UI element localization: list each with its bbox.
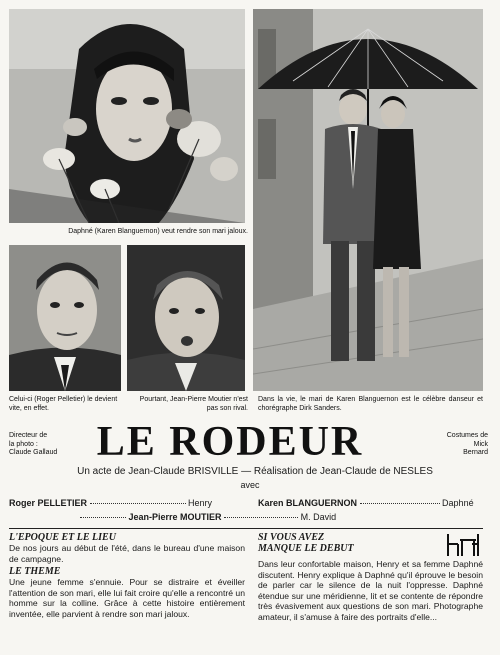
cast-role: Daphné [442,498,474,508]
cast-actor: Jean-Pierre MOUTIER [128,512,222,522]
divider [9,528,483,529]
photo-couple-umbrella [253,9,483,391]
page-title: LE RODEUR [96,419,364,465]
chair-table-icon [446,530,482,558]
photo-roger [9,245,121,391]
photo-roger-caption: Celui-ci (Roger Pelletier) le devient vite, en effet. [9,396,118,412]
credits-costumes-line-3: Bernard [463,449,488,456]
dotted-leader [90,503,186,504]
credits-photo-line-1: Directeur de [9,432,48,439]
photo-couple-caption: Dans la vie, le mari de Karen Blanguernon est le célèbre danseur et chorégraphe Dirk Sanders. [258,396,483,412]
section-debut-text: Dans leur confortable maison, Henry et sa femme Daphné discutent. Henry explique à Daphné qu'il éprouve le besoin de parler car le silence de la nuit l'oppresse. Daphné étendue sur une méridienne, lit et se contente de répondre très évasivement aux questions de son mari. Photographe amateur, il s'amuse à faire des portraits d'elle... [258,559,483,622]
section-epoque-text: De nos jours au début de l'été, dans le bureau d'une maison de campagne. [9,543,245,564]
credits-photo-line-3: Claude Gallaud [9,449,58,456]
cast-row [80,512,336,522]
credits-costumes-line-2: Mick [473,440,488,448]
cast-row [258,498,474,508]
photo-daphne-caption: Daphné (Karen Blanguernon) veut rendre son mari jaloux. [68,228,248,235]
section-epoque-title: L'EPOQUE ET LE LIEU [9,532,116,543]
dotted-leader [224,517,298,518]
cast-role: M. David [300,512,337,522]
dotted-leader [360,503,440,504]
credits-costumes-line-1: Costumes de [446,432,488,439]
avec-label: avec [240,480,260,490]
photo-jean-pierre-caption: Pourtant, Jean-Pierre Moutier n'est pas son rival. [139,396,248,412]
cast-actor: Roger PELLETIER [9,498,88,508]
credits-photo-line-2: la photo : [9,440,38,448]
author-line: Un acte de Jean-Claude BRISVILLE — Réalisation de Jean-Claude de NESLES [77,466,433,477]
section-debut-title-2: MANQUE LE DEBUT [258,543,354,554]
cast-role: Henry [188,498,213,508]
photo-jean-pierre [127,245,245,391]
section-theme-title: LE THEME [9,566,61,577]
cast-row [9,498,212,508]
cast-actor: Karen BLANGUERNON [258,498,358,508]
photo-daphne [9,9,245,223]
section-theme-text: Une jeune femme s'ennuie. Pour se distraire et éveiller l'attention de son mari, elle lui fait croire qu'elle a rencontré un homme sur la colline. Grâce à cette histoire entièrement inventée, elle parvient à rendre son mari jaloux. [9,577,245,619]
dotted-leader [80,517,126,518]
credits-photo [9,432,79,458]
section-debut-title-1: SI VOUS AVEZ [258,532,325,543]
credits-costumes [428,432,488,458]
